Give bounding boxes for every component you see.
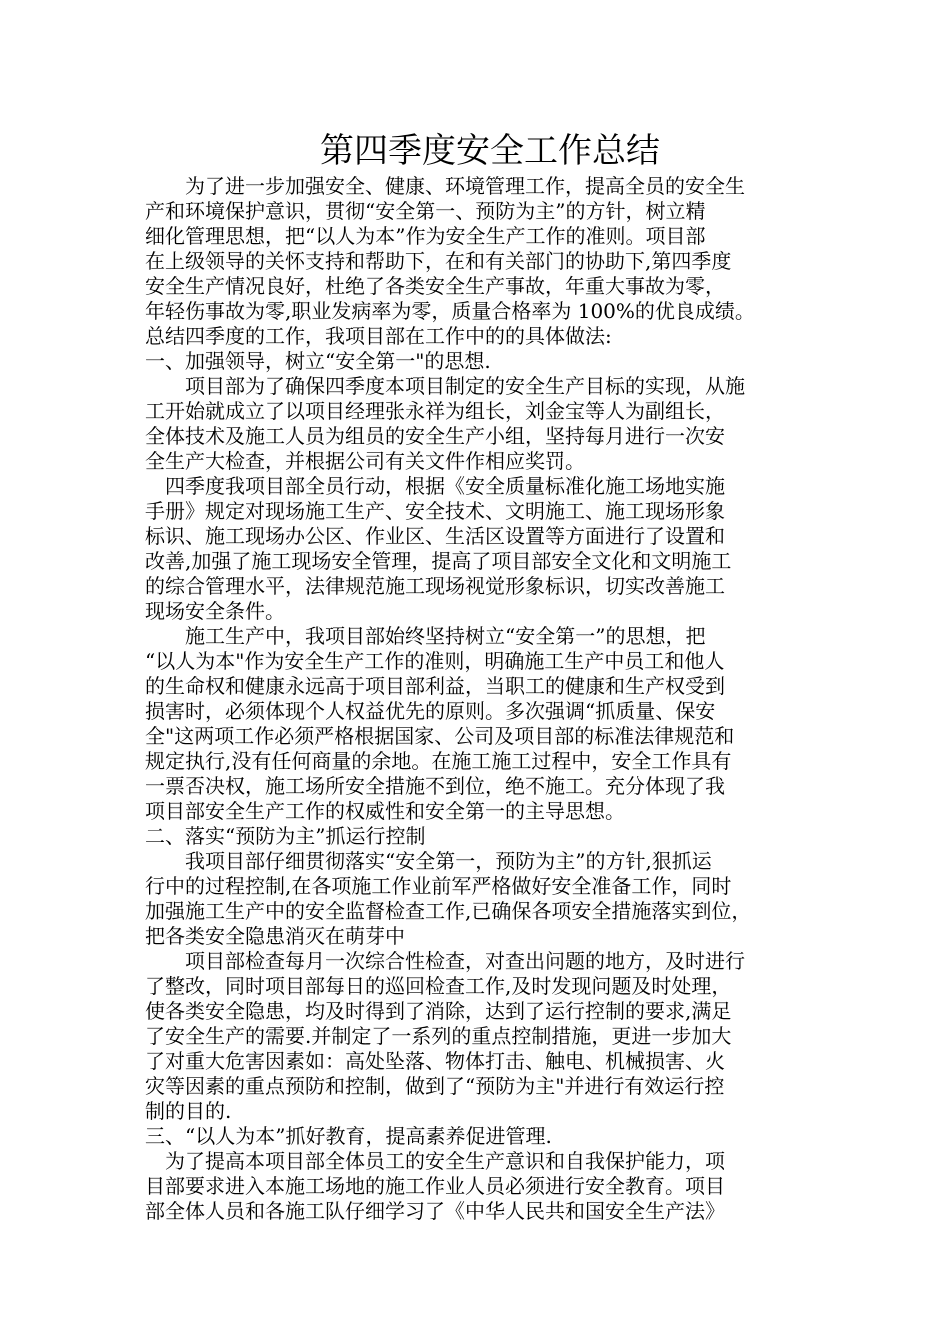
text-line: 把各类安全隐患消灭在萌芽中 — [145, 924, 405, 948]
text-line: 年轻伤事故为零,职业发病率为零，质量合格率为 100%的优良成绩。 — [145, 299, 755, 323]
text-line: 项目部为了确保四季度本项目制定的安全生产目标的实现，从施 — [145, 374, 745, 398]
text-line: 的生命权和健康永远高于项目部利益，当职工的健康和生产权受到 — [145, 674, 725, 698]
text-line: 细化管理思想，把“以人为本”作为安全生产工作的准则。项目部 — [145, 224, 706, 248]
text-line: 为了提高本项目部全体员工的安全生产意识和自我保护能力，项 — [145, 1149, 725, 1173]
text-line: 安全生产情况良好，杜绝了各类安全生产事故，年重大事故为零， — [145, 274, 725, 298]
text-line: 行中的过程控制,在各项施工作业前军严格做好安全准备工作，同时 — [145, 874, 732, 898]
text-line: 施工生产中，我项目部始终坚持树立“安全第一”的思想，把 — [145, 624, 706, 648]
text-line: 工开始就成立了以项目经理张永祥为组长，刘金宝等人为副组长， — [145, 399, 725, 423]
text-line: 部全体人员和各施工队仔细学习了《中华人民共和国安全生产法》 — [145, 1199, 725, 1223]
text-line: 了整改，同时项目部每日的巡回检查工作,及时发现问题及时处理， — [145, 974, 732, 998]
text-line: 我项目部仔细贯彻落实“安全第一，预防为主”的方针,狠抓运 — [145, 849, 712, 873]
text-line: 手册》规定对现场施工生产、安全技术、文明施工、施工现场形象 — [145, 499, 725, 523]
text-line: 为了进一步加强安全、健康、环境管理工作，提高全员的安全生 — [145, 174, 745, 198]
text-line: 总结四季度的工作，我项目部在工作中的的具体做法: — [145, 324, 612, 348]
document-body — [145, 128, 835, 1224]
document-title: 第四季度安全工作总结 — [320, 131, 660, 171]
text-line: 产和环境保护意识，贯彻“安全第一、预防为主”的方针，树立精 — [145, 199, 706, 223]
text-line: 项目部检查每月一次综合性检查，对查出问题的地方，及时进行 — [145, 949, 745, 973]
text-line: 灾等因素的重点预防和控制，做到了“预防为主"并进行有效运行控 — [145, 1074, 725, 1098]
section-heading-2: 二、落实“预防为主”抓运行控制 — [145, 824, 426, 848]
text-line: 使各类安全隐患，均及时得到了消除，达到了运行控制的要求,满足 — [145, 999, 732, 1023]
text-line: 全体技术及施工人员为组员的安全生产小组，坚持每月进行一次安 — [145, 424, 725, 448]
text-line: 全生产大检查，并根据公司有关文件作相应奖罚。 — [145, 449, 585, 473]
text-line: 了对重大危害因素如：高处坠落、物体打击、触电、机械损害、火 — [145, 1049, 725, 1073]
section-heading-3: 三、“以人为本”抓好教育，提高素养促进管理. — [145, 1124, 552, 1148]
text-line: 全"这两项工作必须严格根据国家、公司及项目部的标准法律规范和 — [145, 724, 735, 748]
text-line: 一票否决权，施工场所安全措施不到位，绝不施工。充分体现了我 — [145, 774, 725, 798]
text-line: “以人为本"作为安全生产工作的准则，明确施工生产中员工和他人 — [145, 649, 725, 673]
text-line: 标识、施工现场办公区、作业区、生活区设置等方面进行了设置和 — [145, 524, 725, 548]
text-line: 现场安全条件。 — [145, 599, 285, 623]
text-line: 损害时，必须体现个人权益优先的原则。多次强调“抓质量、保安 — [145, 699, 716, 723]
text-line: 四季度我项目部全员行动，根据《安全质量标准化施工场地实施 — [145, 474, 725, 498]
text-line: 了安全生产的需要.并制定了一系列的重点控制措施，更进一步加大 — [145, 1024, 732, 1048]
document-text — [145, 174, 835, 1224]
text-line: 规定执行,没有任何商量的余地。在施工施工过程中，安全工作具有 — [145, 749, 732, 773]
text-line: 项目部安全生产工作的权威性和安全第一的主导思想。 — [145, 799, 625, 823]
section-heading-1: 一、加强领导，树立“安全第一"的思想. — [145, 349, 491, 373]
text-line: 的综合管理水平，法律规范施工现场视觉形象标识，切实改善施工 — [145, 574, 725, 598]
text-line: 加强施工生产中的安全监督检查工作,已确保各项安全措施落实到位， — [145, 899, 752, 923]
text-line: 目部要求进入本施工场地的施工作业人员必须进行安全教育。项目 — [145, 1174, 725, 1198]
text-line: 在上级领导的关怀支持和帮助下，在和有关部门的协助下,第四季度 — [145, 249, 732, 273]
text-line: 改善,加强了施工现场安全管理，提高了项目部安全文化和文明施工 — [145, 549, 732, 573]
text-line: 制的目的. — [145, 1099, 232, 1123]
